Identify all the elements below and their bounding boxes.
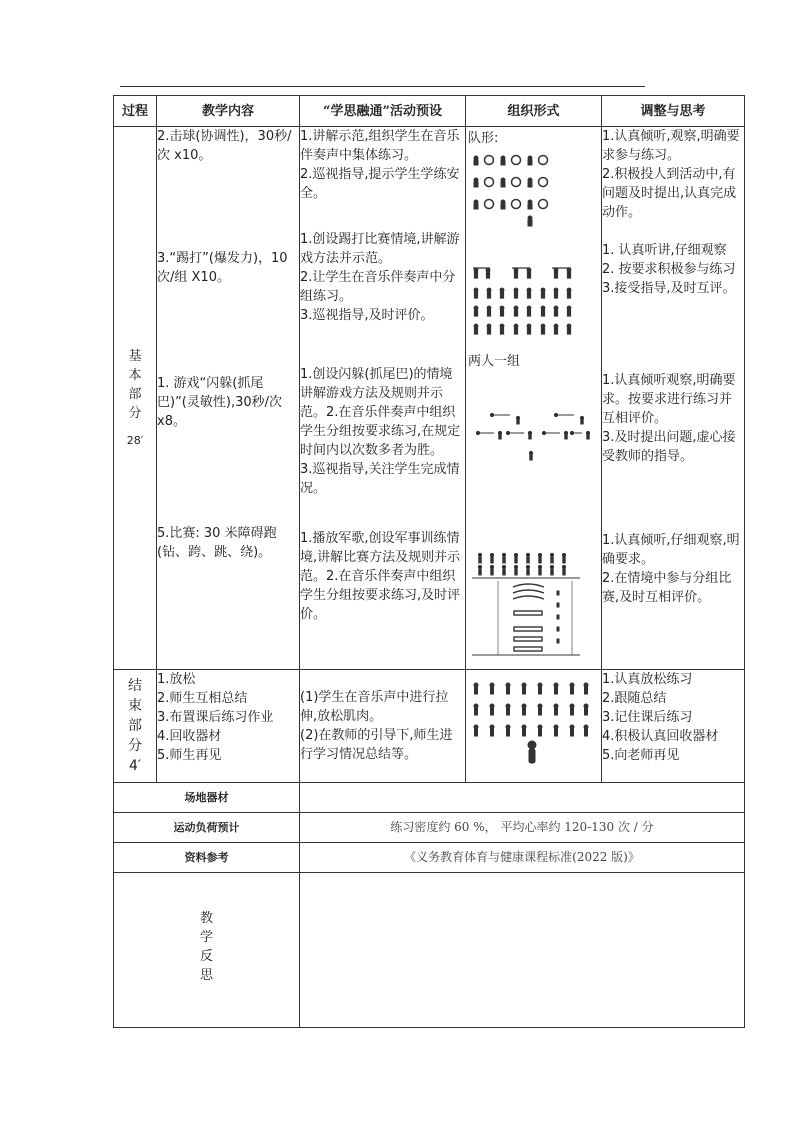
basic-part-time: 28′ <box>126 433 144 447</box>
reflection-block-3: 1.认真倾听观察,明确要求。按要求进行练习并互相评价。 3.及时提出问题,虚心接受教师的指导。 <box>602 373 736 464</box>
load-label: 运动负荷预计 <box>114 813 300 843</box>
teaching-reflection-row <box>114 873 745 1028</box>
obstacle-runners <box>478 553 565 575</box>
header-organization: 组织形式 <box>466 96 602 127</box>
reference-row <box>114 843 745 873</box>
end-reflection-cell: 1.认真放松练习 2.跟随总结 3.记住课后练习 4.积极认真回收器材 5.向老师再见 <box>602 670 745 783</box>
header-process: 过程 <box>114 96 157 127</box>
basic-reflection-cell <box>602 127 745 670</box>
activity-block-3: 1.创设闪躲(抓尾巴)的情境讲解游戏方法及规则并示范。2.在音乐伴奏声中组织学生分组按要求练习,在规定时间内以次数多者为胜。 3.巡视指导,关注学生完成情况。 <box>300 367 461 496</box>
circle-formation-diagram <box>468 148 598 260</box>
pair-caption: 两人一组 <box>468 354 521 369</box>
basic-activity-cell <box>300 127 466 670</box>
pair-formation-diagram <box>468 262 598 352</box>
content-block-4: 5.比赛: 30 米障碍跑(钻、跨、跳、绕)。 <box>157 526 277 560</box>
basic-content-cell <box>157 127 300 670</box>
lesson-plan-table <box>113 95 745 1028</box>
venue-value <box>300 783 745 813</box>
venue-row <box>114 783 745 813</box>
header-reflection: 调整与思考 <box>602 96 745 127</box>
header-rule <box>120 86 645 87</box>
content-block-1: 2.击球(协调性)，30秒/次 x10。 <box>157 129 292 163</box>
formation-row-3 <box>474 200 548 210</box>
tail-chase-diagram <box>468 409 598 489</box>
basic-organization-cell <box>466 127 602 670</box>
activity-block-2: 1.创设踢打比赛情境,讲解游戏方法并示范。 2.让学生在音乐伴奏声中分组练习。 3.巡视指导,及时评价。 <box>300 232 460 323</box>
obstacle-cones <box>557 591 559 643</box>
content-block-2: 3.“踢打”(爆发力)，10 次/组 X10。 <box>157 251 288 285</box>
formation-caption: 队形: <box>468 131 499 146</box>
end-content-cell: 1.放松 2.师生互相总结 3.布置课后练习作业 4.回收器材 5.师生再见 <box>157 670 300 783</box>
obstacle-course-diagram <box>468 551 598 661</box>
end-organization-cell <box>466 670 602 783</box>
formation-teacher <box>528 216 532 226</box>
end-row-2 <box>474 704 588 715</box>
reflection-block-1: 1.认真倾听,观察,明确要求参与练习。 2.积极投人到活动中,有问题及时提出,认真完成动作。 <box>602 129 740 220</box>
basic-part-label: 基 本 部 分 28′ <box>114 127 157 670</box>
reference-value: 《义务教育体育与健康课程标准(2022 版)》 <box>300 843 745 873</box>
pair-row-1 <box>474 288 571 298</box>
reflection-block-2: 1. 认真听讲,仔细观察 2. 按要求积极参与练习 3.接受指导,及时互评。 <box>602 243 736 296</box>
end-row-1 <box>474 683 588 694</box>
header-content: 教学内容 <box>157 96 300 127</box>
content-block-3: 1. 游戏“闪躲(抓尾巴)”(灵敏性),30秒/次 x8。 <box>157 376 283 429</box>
end-row-3 <box>474 725 588 736</box>
load-row <box>114 813 745 843</box>
activity-block-1: 1.讲解示范,组织学生在音乐伴奏声中集体练习。 2.巡视指导,提示学生学练安全。 <box>300 129 460 201</box>
basic-part-row <box>114 127 745 670</box>
activity-block-4: 1.播放军歌,创设军事训练情境,讲解比赛方法及规则并示范。2.在音乐伴奏声中组织学生分组按要求练习,及时评价。 <box>300 531 461 622</box>
end-activity-cell: (1)学生在音乐声中进行拉伸,放松肌肉。 (2)在教师的引导下,师生进行学习情况总结等。 <box>300 670 466 783</box>
end-part-time: 4′ <box>128 758 142 774</box>
end-part-label: 结 束 部 分 4′ <box>114 670 157 783</box>
formation-row-2 <box>474 178 548 188</box>
venue-label: 场地器材 <box>114 783 300 813</box>
pair-row-3 <box>474 324 571 334</box>
reflection-block-4: 1.认真倾听,仔细观察,明确要求。 2.在情境中参与分组比赛,及时互相评价。 <box>602 533 740 605</box>
header-activity: “学思融通”活动预设 <box>300 96 466 127</box>
reference-label: 资料参考 <box>114 843 300 873</box>
end-teacher-figure <box>528 741 536 763</box>
obstacle-hurdles <box>513 584 544 651</box>
end-part-row <box>114 670 745 783</box>
pair-row-top <box>473 268 571 278</box>
end-formation-diagram <box>466 677 596 769</box>
teaching-reflection-area[interactable] <box>300 873 745 1028</box>
teaching-reflection-label: 教 学 反 思 <box>114 873 300 1028</box>
formation-row-1 <box>474 156 548 166</box>
table-header-row <box>114 96 745 127</box>
load-value: 练习密度约 60 %， 平均心率约 120-130 次 / 分 <box>300 813 745 843</box>
pair-row-2 <box>474 306 571 316</box>
